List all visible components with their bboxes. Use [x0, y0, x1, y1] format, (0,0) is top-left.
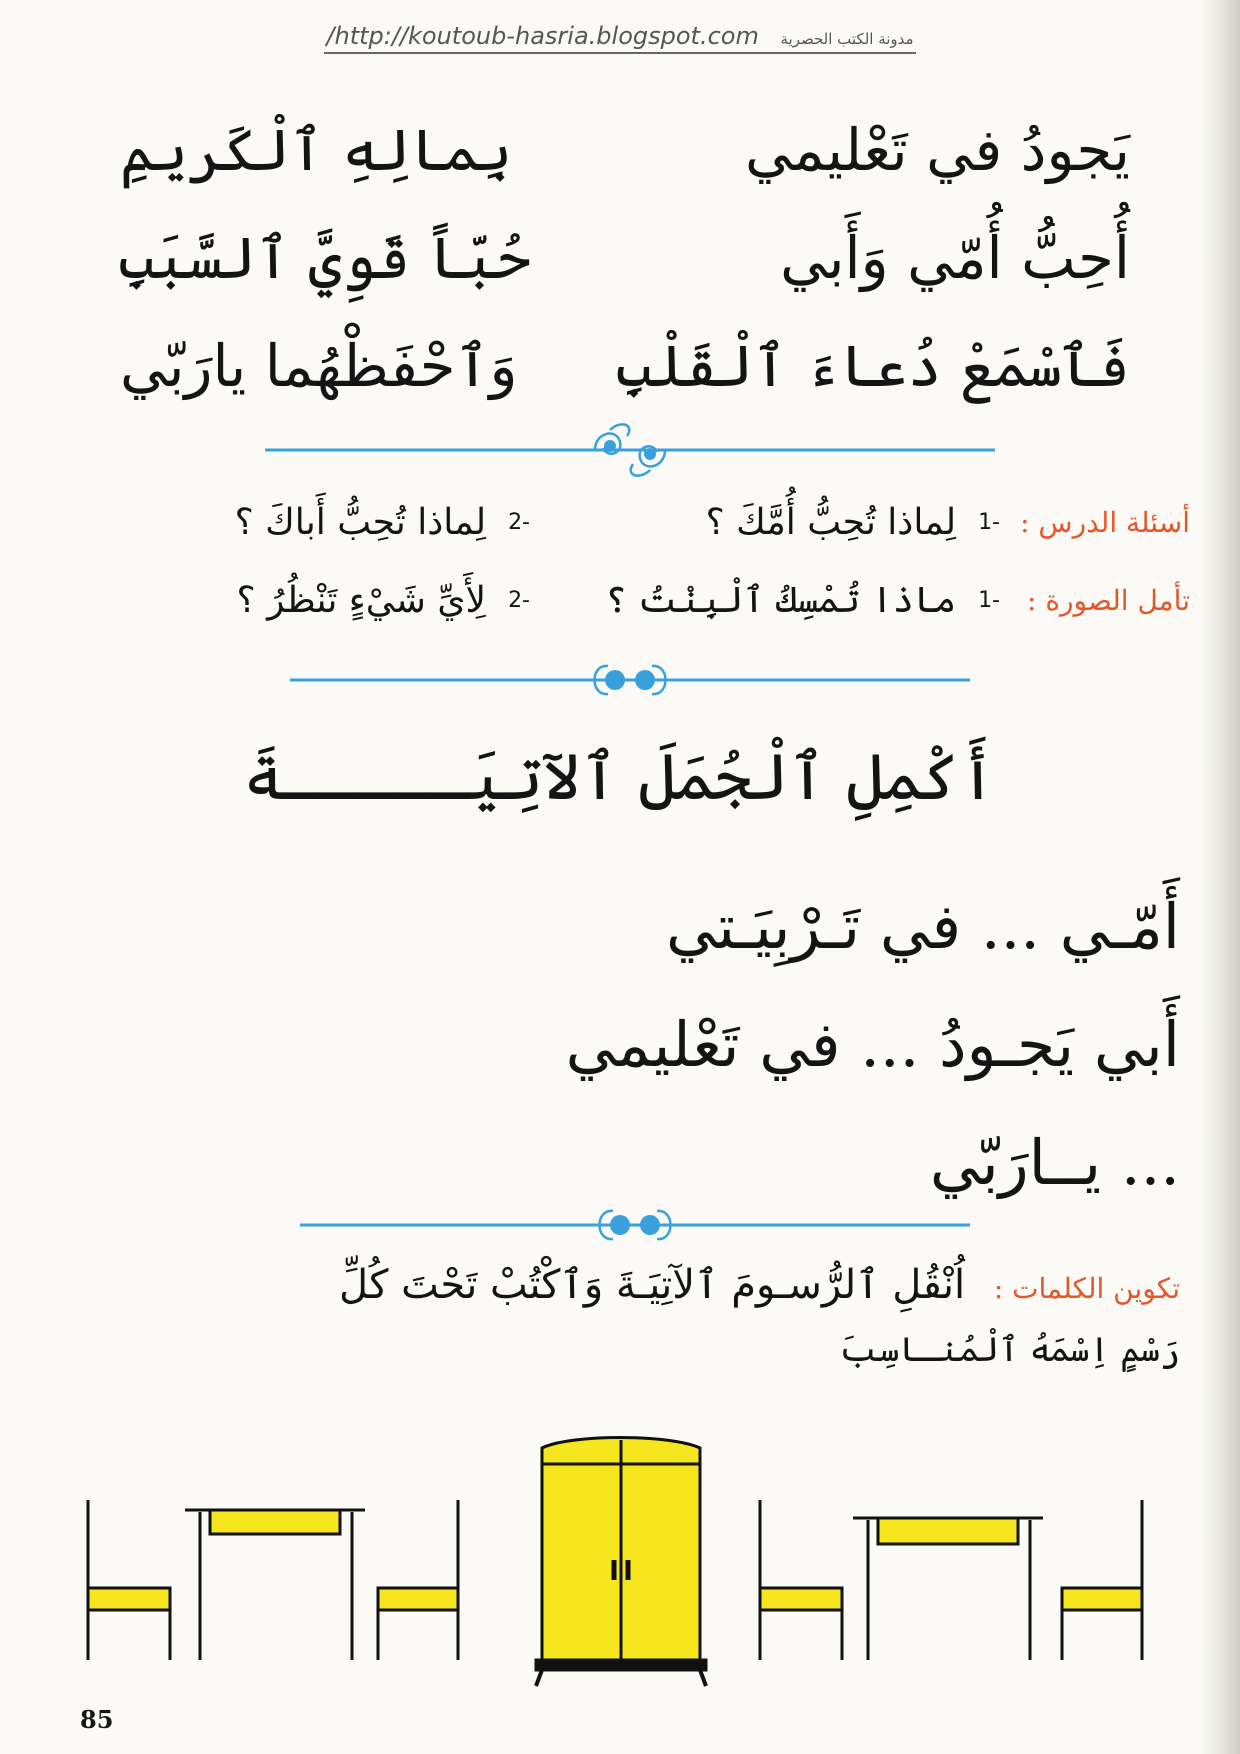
exercise-title: أَكْمِلِ ٱلْجُمَلَ ٱلآتِيَـــــةَ [243, 741, 997, 815]
composition-label: تكوين الكلمات : [993, 1272, 1180, 1305]
picture-questions-row [40, 561, 1190, 639]
question-item [530, 502, 1000, 543]
watermark-url[interactable]: /http://koutoub-hasria.blogspot.com [326, 22, 759, 50]
poem-hemistich-right: يَجودُ في تَعْليمي [744, 116, 1130, 184]
table-drawing [185, 1510, 365, 1660]
question-item [530, 580, 1000, 621]
questions-block [40, 483, 1190, 639]
question-number: 2- [508, 587, 530, 613]
ornament-divider [300, 1195, 970, 1251]
poem-verse [120, 204, 1130, 312]
question-text: لِماذا تُحِبُّ أُمَّكَ ؟ [705, 501, 957, 543]
composition-instruction-continued: رَسْمٍ اِسْمَهُ ٱلْمُنـاسِبَ [839, 1330, 1180, 1370]
chair-drawing [760, 1500, 842, 1660]
question-item [237, 580, 530, 621]
chair-drawing [1062, 1500, 1142, 1660]
question-text: لِأَيِّ شَيْءٍ تَنْظُرُ ؟ [236, 579, 487, 621]
question-text: لِماذا تُحِبُّ أَباكَ ؟ [234, 501, 487, 543]
poem [120, 96, 1130, 420]
page-number: 85 [80, 1705, 114, 1734]
poem-hemistich-left: وَٱحْفَظْهُما يارَبّي [120, 332, 518, 400]
composition-line [40, 1250, 1180, 1320]
poem-verse [120, 312, 1130, 420]
picture-questions-label: تأمل الصورة : [1026, 583, 1190, 617]
lesson-questions-row [40, 483, 1190, 561]
table-drawing [853, 1518, 1043, 1660]
poem-hemistich-right: فَٱسْمَعْ دُعاءَ ٱلْقَلْبِ [617, 332, 1130, 400]
question-number: 2- [508, 509, 530, 535]
furniture-drawings [60, 1430, 1180, 1694]
watermark-blog-name: مدونة الكتب الحصرية [780, 30, 914, 48]
composition-instruction: اُنْقُلِ ٱلرُّسـومَ ٱلآتِيَـةَ وَٱكْتُبْ تَحْتَ كُلِّ [339, 1262, 966, 1308]
poem-hemistich-left: حُبّاً قَوِيَّ ٱلسَّبَبِ [120, 224, 531, 292]
question-number: 1- [978, 509, 1000, 535]
ornament-divider [290, 650, 970, 706]
question-text: ماذا تُمْسِكُ ٱلْبِنْتُ ؟ [605, 579, 957, 621]
poem-hemistich-right: أُحِبُّ أُمّي وَأَبي [780, 224, 1130, 292]
poem-hemistich-left: بِمالِهِ ٱلْكَريمِ [120, 116, 513, 184]
chair-drawing [378, 1500, 458, 1660]
completion-exercise [80, 868, 1180, 1222]
ornament-divider [265, 420, 995, 476]
wardrobe-drawing [536, 1438, 706, 1687]
completion-line: ... يــارَبّي [929, 1126, 1180, 1199]
question-item [235, 502, 530, 543]
completion-line: أَبي يَجـودُ ... في تَعْليمي [565, 1008, 1180, 1081]
chair-drawing [88, 1500, 170, 1660]
lesson-questions-label: أسئلة الدرس : [1020, 505, 1190, 539]
poem-verse [120, 96, 1130, 204]
page-edge-shadow [1200, 0, 1240, 1754]
completion-line: أَمّـي ... في تَـرْبِيَـتي [666, 890, 1180, 963]
watermark[interactable] [0, 22, 1240, 50]
question-number: 1- [978, 587, 1000, 613]
word-composition [40, 1250, 1180, 1380]
